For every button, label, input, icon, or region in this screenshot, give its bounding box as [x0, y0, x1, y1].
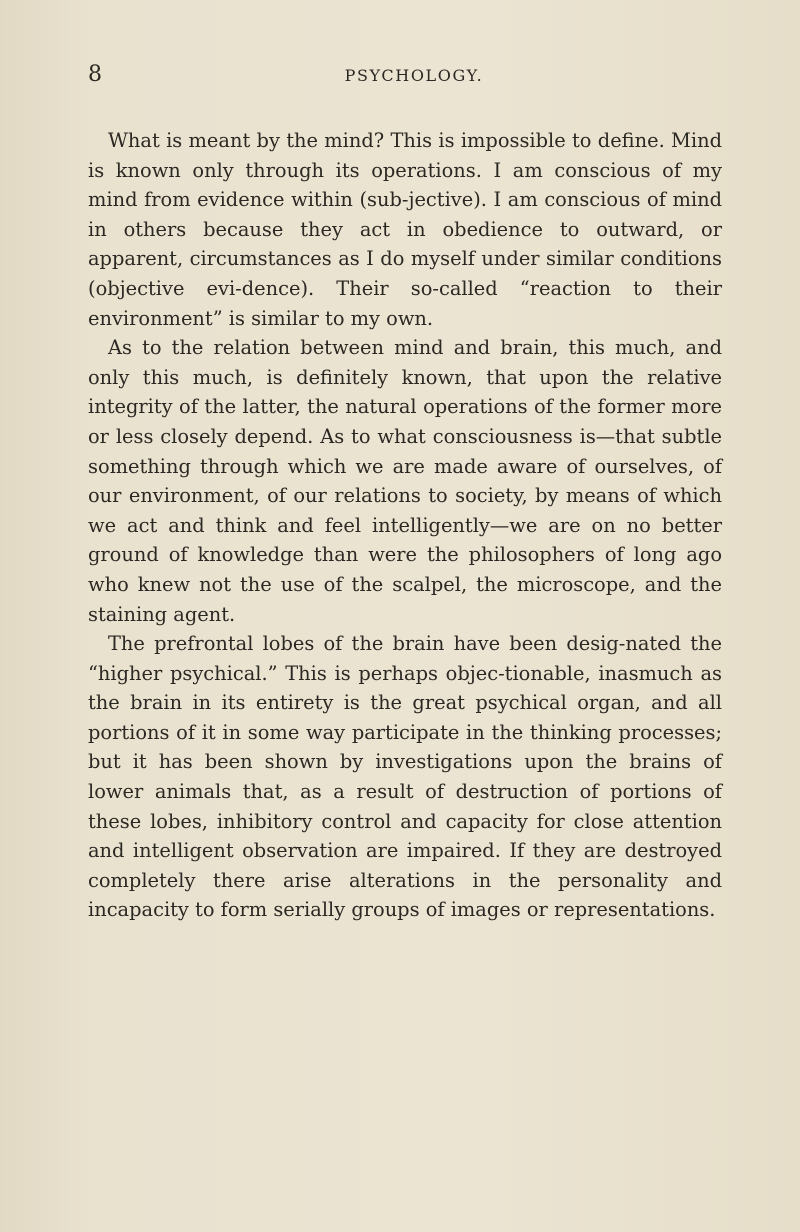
page-number: 8 — [88, 62, 103, 87]
paragraph-mind-definition: What is meant by the mind? This is impossible to define. Mind is known only through its operations. I am conscious of my mind from evidence within (sub-jective). I am conscious of mind in others because they act in obedience to outward, or apparent, circumstances as I do myself under similar conditions (objective evi-dence). Their so-called “reaction to their environment” is similar to my own. — [88, 129, 722, 330]
paragraph-prefrontal-lobes: The prefrontal lobes of the brain have been desig-nated the “higher psychical.” This is perhaps objec-tionable, inasmuch as the brain in its entirety is the great psychical organ, and all portions of it in some way participate in the thinking processes; but it has been shown by investigations upon the brains of lower animals that, as a result of destruction of portions of these lobes, inhibitory control and capacity for close attention and intelligent observation are impaired. If they are destroyed completely there arise alterations in the personality and incapacity to form serially groups of images or representations. — [88, 632, 722, 922]
running-head-title: PSYCHOLOGY. — [344, 66, 484, 85]
body-text — [88, 126, 722, 925]
paragraph-mind-and-brain: As to the relation between mind and brain, this much, and only this much, is definitely known, that upon the relative integrity of the latter, the natural operations of the former more or less closely depend. As to what consciousness is—that subtle something through which we are made aware of ourselves, of our environment, of our relations to society, by means of which we act and think and feel intelligently—we are on no better ground of knowledge than were the philosophers of long ago who knew not the use of the scalpel, the microscope, and the staining agent. — [88, 336, 722, 626]
running-head — [0, 62, 800, 92]
